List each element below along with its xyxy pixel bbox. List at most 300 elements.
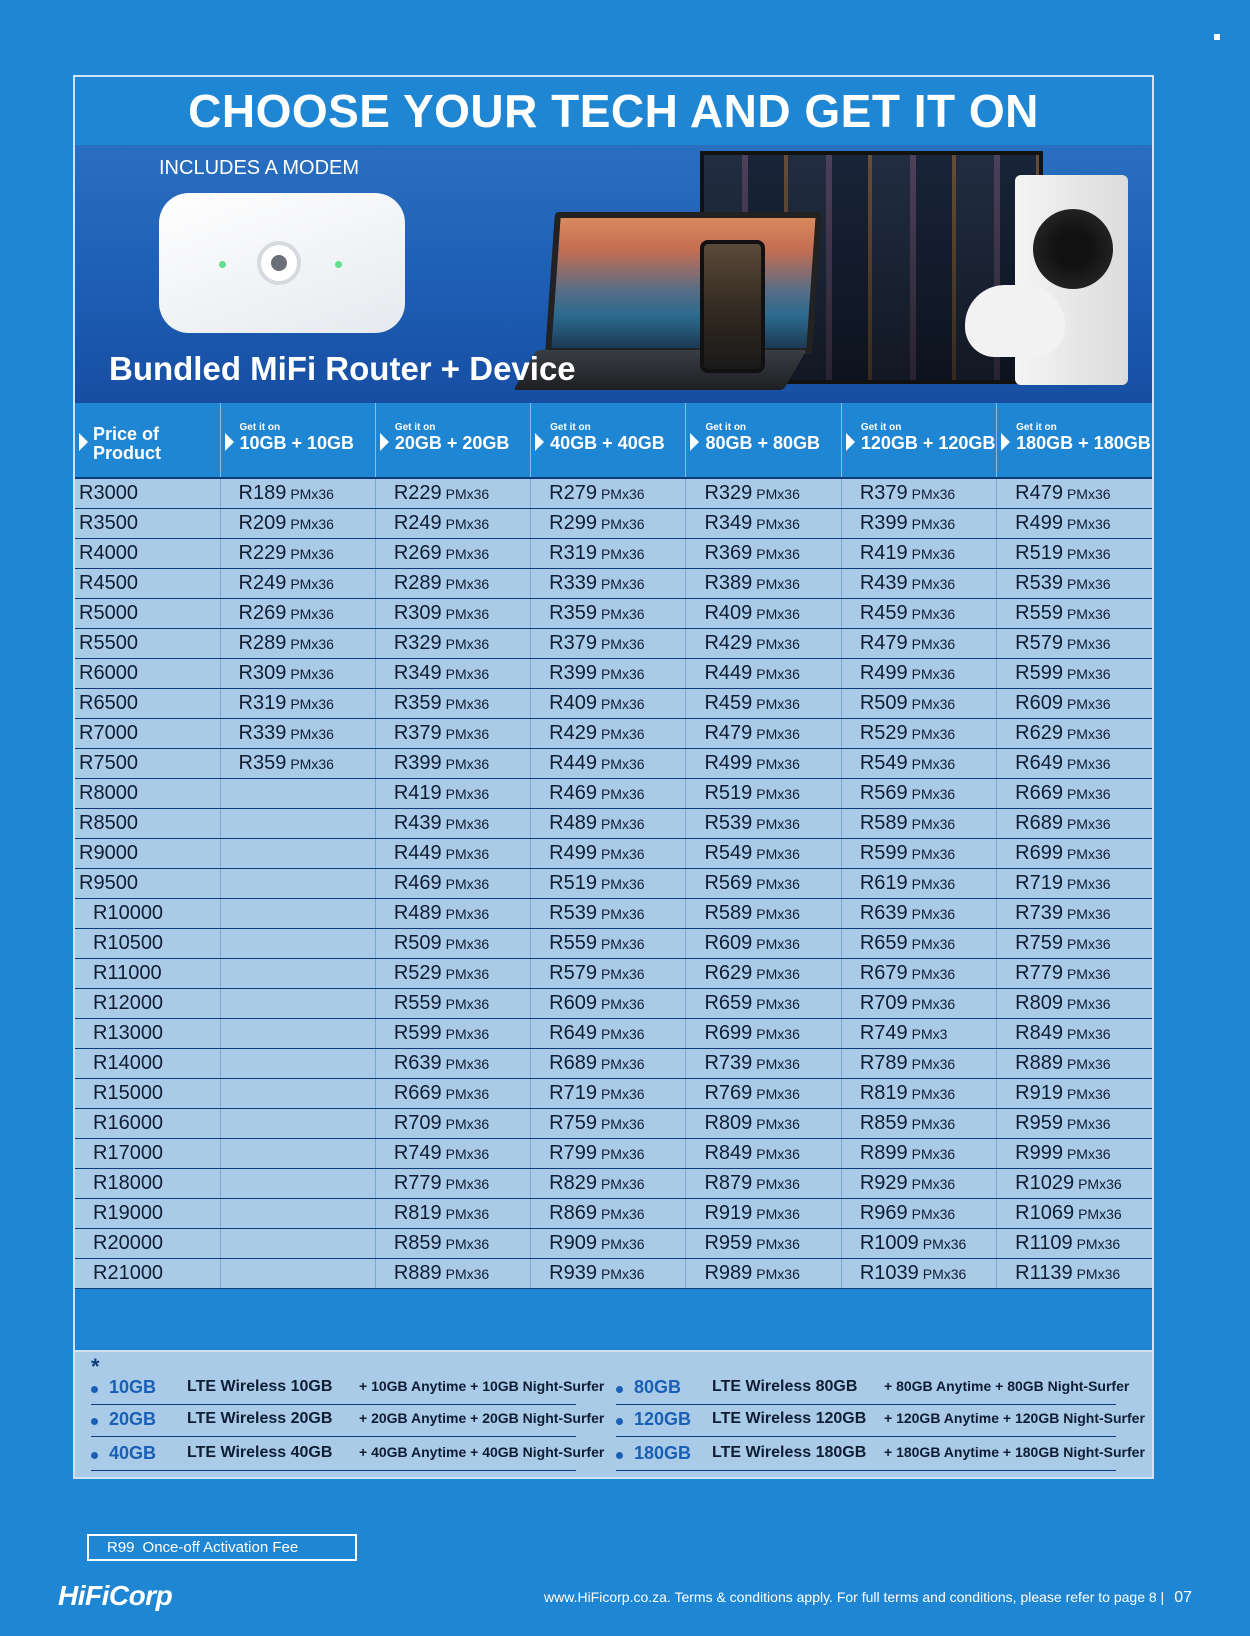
term-label: PMx36 xyxy=(445,845,490,862)
arrow-icon xyxy=(79,433,88,451)
monthly-amount: R399 xyxy=(393,751,442,774)
monthly-price-cell xyxy=(531,778,686,808)
monthly-price-cell xyxy=(375,898,530,928)
monthly-price-cell xyxy=(841,1198,996,1228)
table-row xyxy=(75,658,1152,688)
term-label: PMx36 xyxy=(911,1115,956,1132)
product-price-cell: R5500 xyxy=(75,628,220,658)
bundle-label: 40GB + 40GB xyxy=(550,433,665,453)
monthly-amount: R279 xyxy=(549,481,597,504)
product-price-cell: R17000 xyxy=(75,1138,220,1168)
term-label: PMx36 xyxy=(290,665,334,682)
table-row xyxy=(75,478,1152,508)
page-number: 07 xyxy=(1174,1589,1192,1606)
monthly-amount: R629 xyxy=(1015,721,1063,744)
table-row xyxy=(75,1228,1152,1258)
monthly-amount: R719 xyxy=(549,1081,597,1104)
monthly-price-cell xyxy=(531,928,686,958)
monthly-price-cell xyxy=(220,898,375,928)
monthly-amount: R639 xyxy=(393,1051,442,1074)
monthly-price-cell xyxy=(220,808,375,838)
term-label: PMx36 xyxy=(445,1265,490,1282)
monthly-amount: R429 xyxy=(549,721,597,744)
term-label: PMx36 xyxy=(911,965,956,982)
term-label: PMx36 xyxy=(445,1145,490,1162)
monthly-price-cell xyxy=(997,1228,1152,1258)
monthly-amount: R569 xyxy=(859,781,908,804)
term-label: PMx36 xyxy=(290,755,334,772)
monthly-amount: R399 xyxy=(549,661,597,684)
monthly-amount: R189 xyxy=(238,481,287,504)
monthly-price-cell xyxy=(686,808,841,838)
monthly-amount: R509 xyxy=(859,691,908,714)
monthly-amount: R499 xyxy=(704,751,753,774)
term-label: PMx36 xyxy=(290,695,334,712)
price-header-label xyxy=(93,425,161,463)
monthly-price-cell xyxy=(375,1198,530,1228)
legend-item xyxy=(91,1440,605,1471)
term-label: PMx36 xyxy=(445,725,490,742)
monthly-amount: R829 xyxy=(549,1171,597,1194)
term-label: PMx36 xyxy=(445,1115,490,1132)
term-label: PMx36 xyxy=(911,545,956,562)
monthly-amount: R289 xyxy=(238,631,287,654)
fee-label: Once-off Activation Fee xyxy=(142,1539,299,1556)
term-label: PMx36 xyxy=(600,575,645,592)
term-label: PMx36 xyxy=(600,545,645,562)
monthly-price-cell xyxy=(375,928,530,958)
monthly-amount: R599 xyxy=(859,841,908,864)
bullet-icon xyxy=(616,1418,623,1425)
monthly-amount: R709 xyxy=(393,1111,442,1134)
monthly-price-cell xyxy=(531,748,686,778)
monthly-amount: R799 xyxy=(549,1141,597,1164)
monthly-price-cell xyxy=(841,808,996,838)
product-price-cell: R6000 xyxy=(75,658,220,688)
corner-mark xyxy=(1214,34,1220,40)
monthly-amount: R809 xyxy=(1015,991,1063,1014)
table-row xyxy=(75,538,1152,568)
term-label: PMx36 xyxy=(911,1145,956,1162)
monthly-amount: R489 xyxy=(549,811,597,834)
monthly-amount: R299 xyxy=(549,511,597,534)
monthly-price-cell xyxy=(686,1108,841,1138)
monthly-amount: R739 xyxy=(1015,901,1063,924)
monthly-amount: R619 xyxy=(859,871,908,894)
monthly-amount: R779 xyxy=(1015,961,1063,984)
monthly-amount: R1029 xyxy=(1015,1171,1075,1194)
monthly-amount: R319 xyxy=(549,541,597,564)
monthly-price-cell xyxy=(997,748,1152,778)
monthly-amount: R359 xyxy=(238,751,287,774)
product-price-cell: R9500 xyxy=(75,868,220,898)
monthly-price-cell xyxy=(220,988,375,1018)
monthly-amount: R1139 xyxy=(1015,1261,1073,1284)
term-label: PMx36 xyxy=(600,725,645,742)
monthly-price-cell xyxy=(997,508,1152,538)
monthly-price-cell xyxy=(686,1168,841,1198)
monthly-amount: R639 xyxy=(859,901,908,924)
bullet-icon xyxy=(91,1418,98,1425)
legend-extra: + 10GB Anytime + 10GB Night-Surfer xyxy=(359,1378,605,1394)
monthly-price-cell xyxy=(220,658,375,688)
bullet-icon xyxy=(91,1452,98,1459)
monthly-amount: R719 xyxy=(1015,871,1063,894)
table-row xyxy=(75,1108,1152,1138)
term-label: PMx36 xyxy=(911,665,956,682)
arrow-icon xyxy=(846,433,855,451)
term-label: PMx36 xyxy=(600,935,645,952)
monthly-amount: R749 xyxy=(859,1021,908,1044)
monthly-price-cell xyxy=(686,988,841,1018)
term-label: PMx36 xyxy=(1066,875,1111,892)
term-label: PMx36 xyxy=(1066,1115,1111,1132)
monthly-price-cell xyxy=(531,568,686,598)
legend-plan: LTE Wireless 80GB xyxy=(712,1378,858,1395)
legend-plan: LTE Wireless 120GB xyxy=(712,1410,867,1427)
term-label: PMx36 xyxy=(756,815,800,832)
monthly-amount: R759 xyxy=(1015,931,1063,954)
monthly-amount: R359 xyxy=(393,691,442,714)
monthly-price-cell xyxy=(531,1018,686,1048)
monthly-price-cell xyxy=(841,628,996,658)
term-label: PMx36 xyxy=(756,1265,800,1282)
table-row xyxy=(75,748,1152,778)
monthly-amount: R559 xyxy=(549,931,597,954)
term-label: PMx36 xyxy=(445,575,490,592)
monthly-price-cell xyxy=(997,658,1152,688)
term-label: PMx36 xyxy=(600,1085,645,1102)
term-label: PMx36 xyxy=(600,845,645,862)
monthly-amount: R1039 xyxy=(859,1261,919,1284)
monthly-amount: R519 xyxy=(1015,541,1063,564)
bullet-icon xyxy=(91,1386,98,1393)
term-label: PMx36 xyxy=(445,1025,490,1042)
monthly-price-cell xyxy=(997,868,1152,898)
monthly-amount: R479 xyxy=(859,631,908,654)
term-label: PMx36 xyxy=(445,1205,490,1222)
monthly-price-cell xyxy=(686,838,841,868)
term-label: PMx36 xyxy=(600,905,645,922)
monthly-price-cell xyxy=(997,778,1152,808)
monthly-price-cell xyxy=(220,478,375,508)
term-label: PMx36 xyxy=(600,635,645,652)
monthly-price-cell xyxy=(375,1018,530,1048)
table-row xyxy=(75,958,1152,988)
monthly-price-cell xyxy=(841,1138,996,1168)
term-label: PMx36 xyxy=(911,875,956,892)
term-label: PMx36 xyxy=(600,1055,645,1072)
monthly-amount: R919 xyxy=(704,1201,753,1224)
term-label: PMx36 xyxy=(1066,725,1111,742)
monthly-price-cell xyxy=(220,958,375,988)
monthly-amount: R739 xyxy=(704,1051,753,1074)
product-price-cell: R3500 xyxy=(75,508,220,538)
term-label: PMx36 xyxy=(445,665,490,682)
monthly-amount: R449 xyxy=(393,841,442,864)
get-it-on-label: Get it on xyxy=(705,422,747,433)
monthly-price-cell xyxy=(997,598,1152,628)
monthly-amount: R479 xyxy=(1015,481,1063,504)
monthly-price-cell xyxy=(997,478,1152,508)
monthly-price-cell xyxy=(375,478,530,508)
term-label: PMx36 xyxy=(600,695,645,712)
term-label: PMx36 xyxy=(911,1085,956,1102)
legend-extra: + 80GB Anytime + 80GB Night-Surfer xyxy=(884,1378,1130,1394)
term-label: PMx36 xyxy=(1066,845,1111,862)
table-row xyxy=(75,1198,1152,1228)
term-label: PMx36 xyxy=(911,755,956,772)
product-price-cell: R8000 xyxy=(75,778,220,808)
table-row xyxy=(75,1138,1152,1168)
bundle-column-header xyxy=(997,403,1152,478)
smartphone-image xyxy=(700,240,765,373)
term-label: PMx36 xyxy=(756,905,800,922)
product-price-cell: R9000 xyxy=(75,838,220,868)
term-label: PMx36 xyxy=(600,665,645,682)
monthly-amount: R1109 xyxy=(1015,1231,1073,1254)
monthly-price-cell xyxy=(375,658,530,688)
monthly-amount: R679 xyxy=(859,961,908,984)
legend-plan: LTE Wireless 20GB xyxy=(187,1410,333,1427)
monthly-price-cell xyxy=(686,688,841,718)
monthly-price-cell xyxy=(531,1138,686,1168)
monthly-amount: R579 xyxy=(549,961,597,984)
legend-extra: + 120GB Anytime + 120GB Night-Surfer xyxy=(884,1410,1145,1426)
monthly-amount: R859 xyxy=(859,1111,908,1134)
monthly-price-cell xyxy=(375,778,530,808)
monthly-price-cell xyxy=(686,1138,841,1168)
term-label: PMx36 xyxy=(445,995,490,1012)
monthly-amount: R209 xyxy=(238,511,287,534)
legend-plan: LTE Wireless 40GB xyxy=(187,1444,333,1461)
get-it-on-label: Get it on xyxy=(860,422,902,433)
monthly-amount: R669 xyxy=(393,1081,442,1104)
monthly-amount: R379 xyxy=(393,721,442,744)
product-price-cell: R5000 xyxy=(75,598,220,628)
monthly-price-cell xyxy=(686,778,841,808)
monthly-amount: R439 xyxy=(859,571,908,594)
term-label: PMx36 xyxy=(445,1085,490,1102)
term-label: PMx36 xyxy=(922,1265,967,1282)
bundle-column-header xyxy=(686,403,841,478)
term-label: PMx36 xyxy=(600,1205,645,1222)
monthly-amount: R479 xyxy=(704,721,753,744)
legend-item xyxy=(91,1406,605,1437)
product-price-cell: R4000 xyxy=(75,538,220,568)
table-header-row xyxy=(75,403,1152,478)
monthly-price-cell xyxy=(841,568,996,598)
monthly-price-cell xyxy=(375,838,530,868)
monthly-amount: R669 xyxy=(1015,781,1063,804)
monthly-amount: R999 xyxy=(1015,1141,1063,1164)
term-label: PMx36 xyxy=(756,845,800,862)
product-price-cell: R7000 xyxy=(75,718,220,748)
monthly-price-cell xyxy=(220,1138,375,1168)
product-price-cell: R3000 xyxy=(75,478,220,508)
term-label: PMx36 xyxy=(911,725,956,742)
legend-code: 80GB xyxy=(634,1377,682,1397)
term-label: PMx36 xyxy=(756,1025,800,1042)
monthly-amount: R349 xyxy=(393,661,442,684)
monthly-amount: R379 xyxy=(859,481,908,504)
monthly-amount: R889 xyxy=(393,1261,442,1284)
table-row xyxy=(75,988,1152,1018)
monthly-amount: R609 xyxy=(549,991,597,1014)
monthly-price-cell xyxy=(220,538,375,568)
monthly-amount: R329 xyxy=(704,481,753,504)
term-label: PMx36 xyxy=(1066,545,1111,562)
monthly-amount: R1069 xyxy=(1015,1201,1075,1224)
monthly-amount: R689 xyxy=(1015,811,1063,834)
monthly-price-cell xyxy=(531,838,686,868)
router-led-icon xyxy=(219,261,226,268)
product-price-cell: R11000 xyxy=(75,958,220,988)
hero-caption: Bundled MiFi Router + Device xyxy=(109,350,576,387)
monthly-price-cell xyxy=(997,958,1152,988)
arrow-icon xyxy=(225,433,234,451)
monthly-amount: R659 xyxy=(859,931,908,954)
term-label: PMx36 xyxy=(1066,755,1111,772)
monthly-price-cell xyxy=(531,988,686,1018)
monthly-price-cell xyxy=(375,538,530,568)
monthly-price-cell xyxy=(997,1018,1152,1048)
monthly-amount: R309 xyxy=(393,601,442,624)
term-label: PMx36 xyxy=(756,485,800,502)
product-price-cell: R14000 xyxy=(75,1048,220,1078)
footnote-star: * xyxy=(91,1354,100,1379)
monthly-amount: R899 xyxy=(859,1141,908,1164)
monthly-price-cell xyxy=(220,838,375,868)
product-price-cell: R6500 xyxy=(75,688,220,718)
term-label: PMx36 xyxy=(1066,635,1111,652)
monthly-amount: R939 xyxy=(549,1261,597,1284)
monthly-amount: R519 xyxy=(549,871,597,894)
term-label: PMx36 xyxy=(1076,1235,1121,1252)
table-row xyxy=(75,1048,1152,1078)
term-label: PMx36 xyxy=(1066,1145,1111,1162)
footer-text: www.HiFicorp.co.za. Terms & conditions apply. For full terms and conditions, please refer to page 8 | xyxy=(544,1589,1165,1605)
term-label: PMx36 xyxy=(756,605,800,622)
monthly-amount: R339 xyxy=(238,721,287,744)
monthly-price-cell xyxy=(686,1048,841,1078)
monthly-amount: R269 xyxy=(238,601,287,624)
table-row xyxy=(75,928,1152,958)
monthly-price-cell xyxy=(841,988,996,1018)
monthly-price-cell xyxy=(531,1168,686,1198)
term-label: PMx36 xyxy=(756,935,800,952)
monthly-amount: R229 xyxy=(393,481,442,504)
arrow-icon xyxy=(1001,433,1010,451)
term-label: PMx36 xyxy=(756,695,800,712)
monthly-price-cell xyxy=(375,1258,530,1288)
monthly-price-cell xyxy=(220,688,375,718)
get-it-on-label: Get it on xyxy=(550,422,591,433)
monthly-price-cell xyxy=(841,1048,996,1078)
term-label: PMx36 xyxy=(445,785,490,802)
term-label: PMx36 xyxy=(911,695,956,712)
table-row xyxy=(75,1258,1152,1288)
monthly-amount: R489 xyxy=(393,901,442,924)
monthly-amount: R929 xyxy=(859,1171,908,1194)
term-label: PMx36 xyxy=(445,1235,490,1252)
monthly-price-cell xyxy=(531,868,686,898)
term-label: PMx36 xyxy=(600,1265,645,1282)
term-label: PMx36 xyxy=(756,755,800,772)
table-row xyxy=(75,898,1152,928)
monthly-amount: R359 xyxy=(549,601,597,624)
router-led-icon xyxy=(335,261,342,268)
monthly-amount: R599 xyxy=(393,1021,442,1044)
monthly-price-cell xyxy=(997,1108,1152,1138)
bundle-label: 120GB + 120GB xyxy=(860,433,996,453)
monthly-price-cell xyxy=(997,988,1152,1018)
term-label: PMx36 xyxy=(445,905,490,922)
table-row xyxy=(75,1078,1152,1108)
monthly-amount: R499 xyxy=(1015,511,1063,534)
monthly-price-cell xyxy=(375,598,530,628)
term-label: PMx36 xyxy=(445,815,490,832)
monthly-price-cell xyxy=(841,508,996,538)
term-label: PMx36 xyxy=(600,515,645,532)
monthly-amount: R349 xyxy=(704,511,753,534)
monthly-price-cell xyxy=(997,838,1152,868)
monthly-price-cell xyxy=(841,658,996,688)
activation-fee-box xyxy=(87,1534,357,1561)
monthly-price-cell xyxy=(375,748,530,778)
monthly-amount: R289 xyxy=(393,571,442,594)
monthly-price-cell xyxy=(686,538,841,568)
table-row xyxy=(75,1168,1152,1198)
legend-item xyxy=(616,1440,1145,1471)
term-label: PMx36 xyxy=(1066,785,1111,802)
monthly-amount: R429 xyxy=(704,631,753,654)
bundle-label: 10GB + 10GB xyxy=(239,433,355,453)
monthly-price-cell xyxy=(997,1258,1152,1288)
monthly-amount: R879 xyxy=(704,1171,753,1194)
term-label: PMx36 xyxy=(911,515,956,532)
monthly-price-cell xyxy=(997,928,1152,958)
term-label: PMx36 xyxy=(756,1085,800,1102)
monthly-amount: R859 xyxy=(393,1231,442,1254)
bundle-label: 180GB + 180GB xyxy=(1016,433,1151,453)
term-label: PMx36 xyxy=(445,875,490,892)
legend-code: 120GB xyxy=(634,1409,692,1429)
mifi-router-image xyxy=(159,193,405,333)
monthly-price-cell xyxy=(375,508,530,538)
monthly-amount: R609 xyxy=(1015,691,1063,714)
monthly-amount: R419 xyxy=(859,541,908,564)
contract-frame xyxy=(73,75,1154,1352)
monthly-price-cell xyxy=(531,1228,686,1258)
bundle-column-header xyxy=(841,403,996,478)
monthly-price-cell xyxy=(841,778,996,808)
get-it-on-label: Get it on xyxy=(394,422,436,433)
monthly-price-cell xyxy=(686,928,841,958)
monthly-amount: R819 xyxy=(859,1081,908,1104)
term-label: PMx36 xyxy=(756,875,800,892)
table-row xyxy=(75,568,1152,598)
product-price-cell: R7500 xyxy=(75,748,220,778)
monthly-price-cell xyxy=(375,718,530,748)
monthly-amount: R409 xyxy=(704,601,753,624)
term-label: PMx36 xyxy=(1066,695,1111,712)
monthly-amount: R849 xyxy=(704,1141,753,1164)
monthly-amount: R819 xyxy=(393,1201,442,1224)
get-it-on-label: Get it on xyxy=(1016,422,1057,433)
monthly-amount: R579 xyxy=(1015,631,1063,654)
term-label: PMx36 xyxy=(756,1115,800,1132)
